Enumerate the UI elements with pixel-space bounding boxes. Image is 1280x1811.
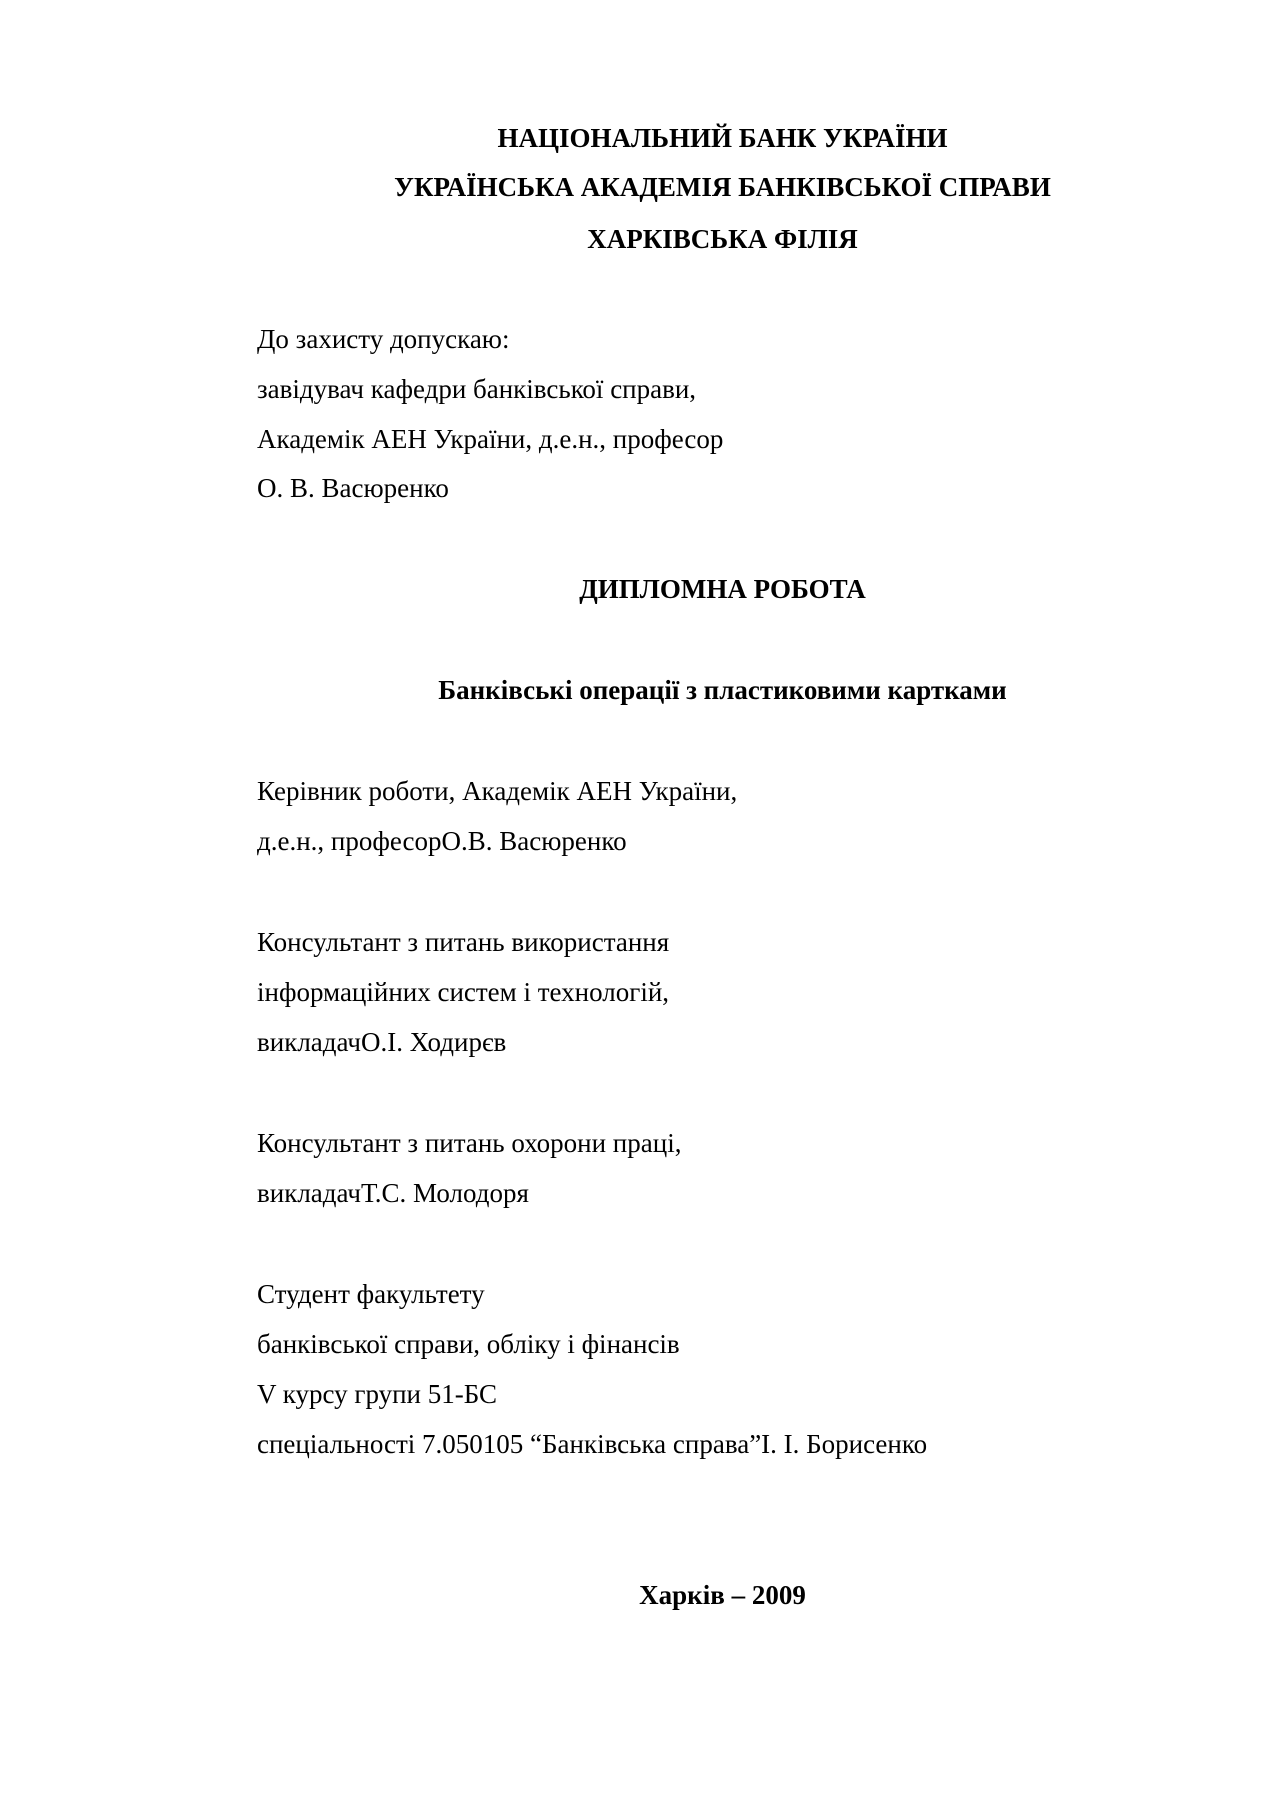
- approval-line-4: О. В. Васюренко: [257, 473, 449, 503]
- student-line-3: V курсу групи 51-БС: [257, 1379, 498, 1409]
- consultant-safety-line-2: викладачТ.С. Молодоря: [257, 1178, 529, 1208]
- student-line-4: спеціальності 7.050105 “Банківська справа”І. І. Борисенко: [257, 1429, 928, 1459]
- header-academy-name: УКРАЇНСЬКА АКАДЕМІЯ БАНКІВСЬКОЇ СПРАВИ: [394, 172, 1051, 202]
- document-type-title: ДИПЛОМНА РОБОТА: [579, 574, 866, 604]
- consultant-it-line-1: Консультант з питань використання: [257, 927, 670, 957]
- approval-line-2: завідувач кафедри банківської справи,: [257, 374, 697, 404]
- consultant-it-line-3: викладачО.І. Ходирєв: [257, 1027, 507, 1057]
- consultant-safety-line-1: Консультант з питань охорони праці,: [257, 1128, 682, 1158]
- footer-city-year: Харків – 2009: [639, 1580, 806, 1610]
- header-branch-name: ХАРКІВСЬКА ФІЛІЯ: [587, 224, 858, 254]
- supervisor-line-1: Керівник роботи, Академік АЕН України,: [257, 776, 738, 806]
- student-line-2: банківської справи, обліку і фінансів: [257, 1329, 680, 1359]
- thesis-title: Банківські операції з пластиковими картками: [438, 675, 1007, 705]
- header-bank-name: НАЦІОНАЛЬНИЙ БАНК УКРАЇНИ: [497, 123, 948, 153]
- approval-line-3: Академік АЕН України, д.е.н., професор: [257, 424, 724, 454]
- supervisor-line-2: д.е.н., професорО.В. Васюренко: [257, 826, 627, 856]
- consultant-it-line-2: інформаційних систем і технологій,: [257, 977, 670, 1007]
- approval-line-1: До захисту допускаю:: [257, 324, 510, 354]
- student-line-1: Студент факультету: [257, 1279, 485, 1309]
